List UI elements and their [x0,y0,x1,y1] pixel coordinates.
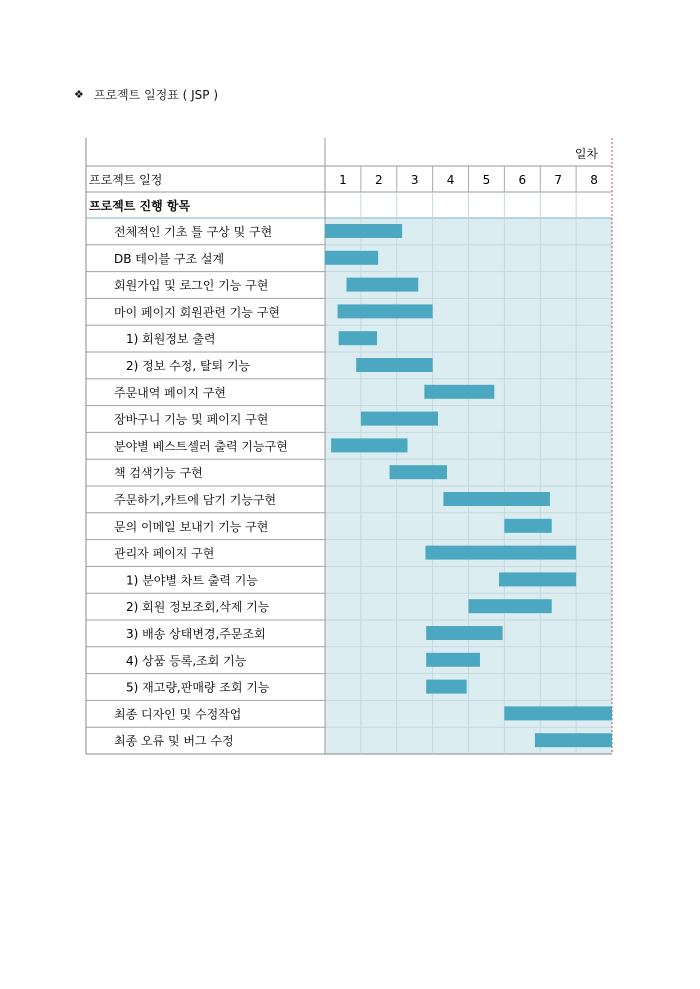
day-label: 7 [554,173,563,187]
task-label: 1) 분야별 차트 출력 기능 [126,573,258,588]
day-label: 5 [482,173,491,187]
task-label: 4) 상품 등록,조회 기능 [126,653,247,668]
task-bar [325,251,378,265]
task-bar [504,706,612,720]
task-bar [339,331,377,345]
task-label: 2) 회원 정보조회,삭제 기능 [126,600,270,615]
diamond-bullet-icon: ❖ [74,88,84,101]
task-bar [361,412,438,426]
task-bar [469,599,552,613]
task-label: 최종 오류 및 버그 수정 [114,734,234,749]
day-label: 6 [518,173,527,187]
day-label: 1 [339,173,347,187]
task-bar [426,626,502,640]
task-bar [325,224,402,238]
task-label: 마이 페이지 회원관련 기능 구현 [114,305,280,320]
task-label: 관리자 페이지 구현 [114,546,215,561]
task-bar [424,385,494,399]
task-label: 회원가입 및 로그인 기능 구현 [114,278,269,293]
task-bar [331,438,407,452]
task-bar [338,304,433,318]
task-bar [443,492,550,506]
task-bar [535,733,612,747]
task-label: 1) 회원정보 출력 [126,332,216,347]
section-header: 프로젝트 진행 항목 [89,199,191,213]
task-label: 3) 배송 상태변경,주문조회 [126,627,266,641]
task-label: 주문내역 페이지 구현 [114,385,226,400]
day-label: 2 [374,173,383,187]
task-label: 2) 정보 수정, 탈퇴 기능 [126,359,251,373]
task-bar [499,572,576,586]
day-label: 8 [590,173,598,187]
heading-title: 프로젝트 일정표 ( JSP ) [93,88,219,102]
unit-label: 일차 [574,147,598,161]
task-label: 책 검색기능 구현 [114,466,203,481]
task-bar [390,465,447,479]
task-bar [426,653,480,667]
task-label: DB 테이블 구조 설계 [114,251,225,266]
task-bar [356,358,432,372]
task-label: 주문하기,카트에 담기 기능구현 [114,493,277,507]
task-bar [426,680,467,694]
task-bar [425,546,576,560]
task-label: 장바구니 기능 및 페이지 구현 [114,412,269,427]
task-bar [504,519,551,533]
task-label: 분야별 베스트셀러 출력 기능구현 [114,439,288,454]
task-label: 전체적인 기초 틀 구상 및 구현 [114,225,273,239]
task-label: 5) 재고량,판매량 조회 기능 [126,680,270,695]
task-label: 문의 이메일 보내기 기능 구현 [114,519,269,534]
day-label: 3 [410,173,419,187]
row-header: 프로젝트 일정 [89,173,163,187]
task-bar [347,278,419,292]
task-label: 최종 디자인 및 수정작업 [114,707,242,722]
day-label: 4 [446,173,455,187]
